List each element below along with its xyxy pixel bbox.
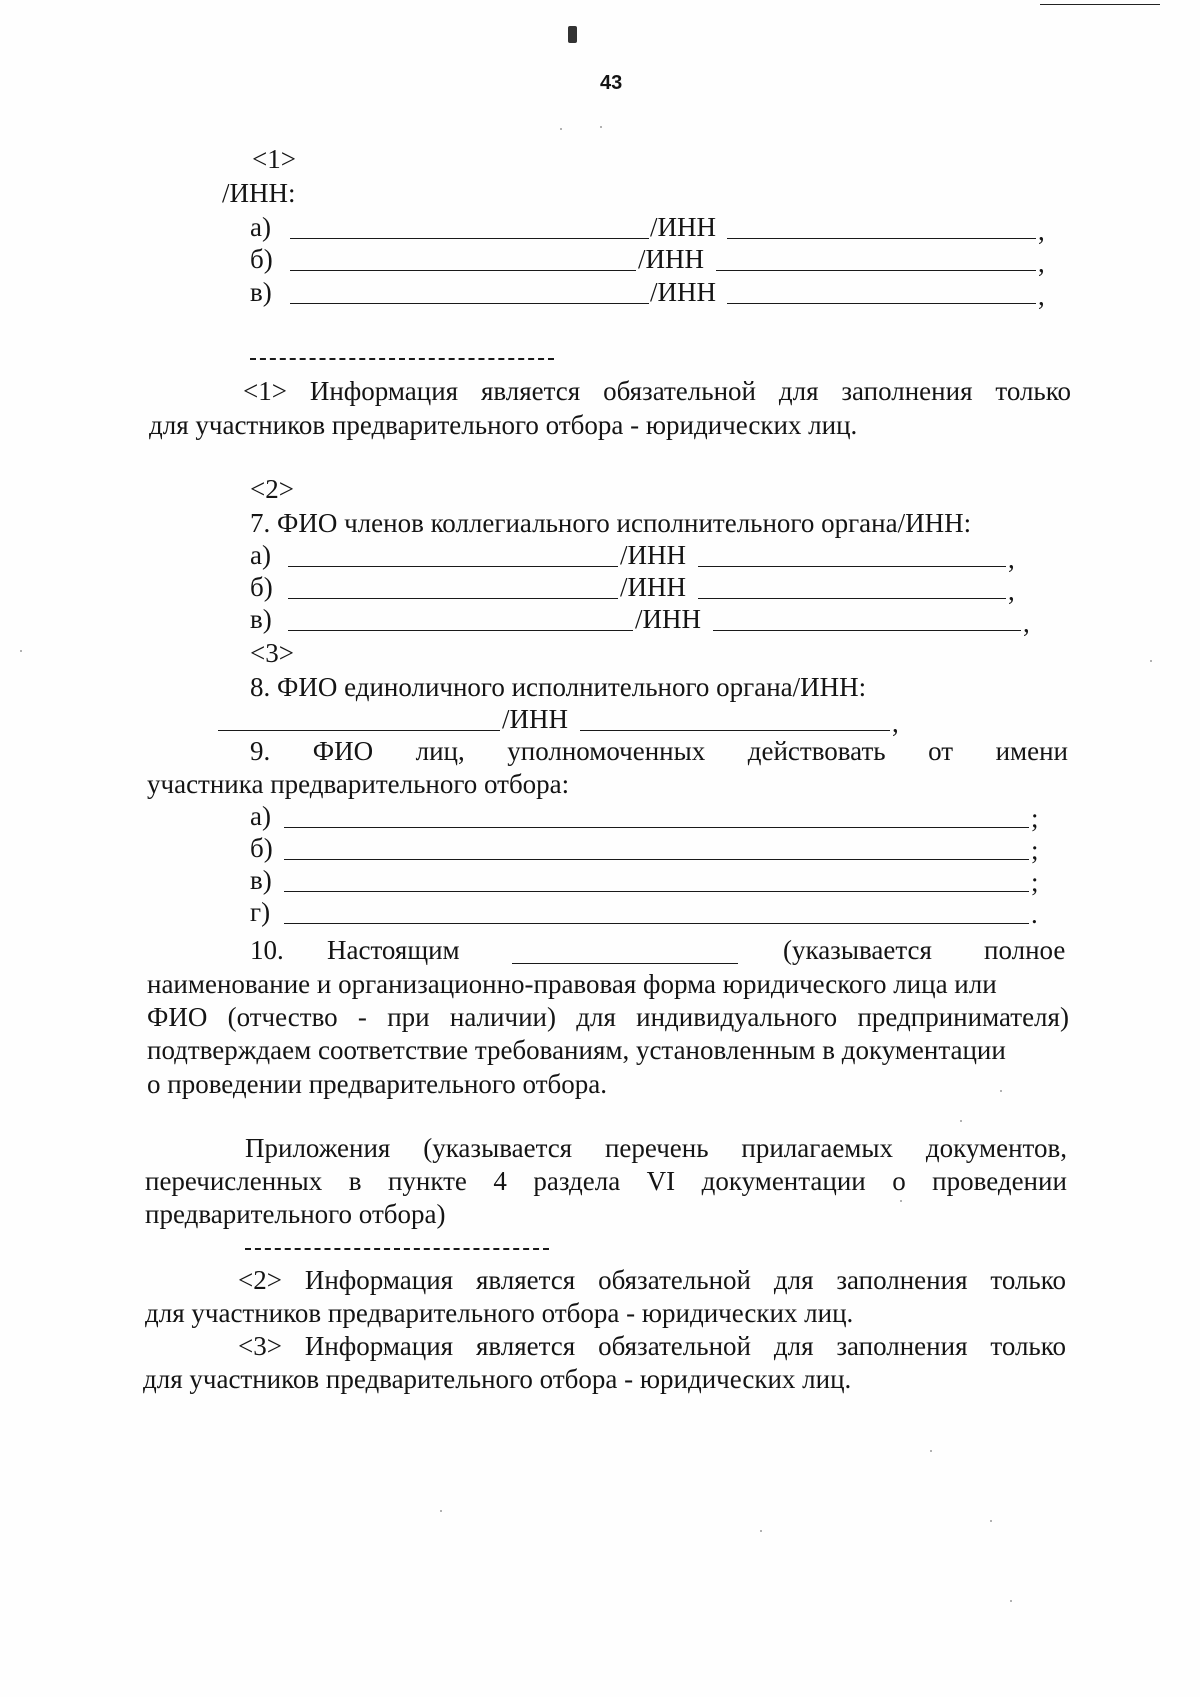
footnote-1-line2: для участников предварительного отбора - юридических лиц. <box>149 410 858 440</box>
word: в <box>348 1166 362 1196</box>
word: лиц, <box>415 736 465 766</box>
scan-mark <box>568 26 577 43</box>
footnote-3-line1 <box>238 1333 1066 1360</box>
word: только <box>990 1265 1066 1295</box>
word: Информация <box>304 1265 454 1295</box>
word: <1> <box>243 376 287 406</box>
row-letter: б) <box>250 244 273 274</box>
row-end-punct: ; <box>1031 803 1039 833</box>
word: (указывается <box>423 1133 573 1163</box>
word: обязательной <box>598 1265 751 1295</box>
word: уполномоченных <box>507 736 706 766</box>
section-9-line2: участника предварительного отбора: <box>147 769 570 799</box>
inn-label: /ИНН <box>635 604 701 634</box>
inn-label: /ИНН <box>638 244 704 274</box>
word: только <box>995 376 1071 406</box>
word: индивидуального <box>636 1002 838 1032</box>
appendix-line1 <box>245 1135 1067 1162</box>
scan-speck <box>600 126 602 128</box>
word: для <box>773 1331 814 1361</box>
row-end-punct: ; <box>1031 835 1039 865</box>
word: для <box>778 376 819 406</box>
scan-speck <box>560 128 562 130</box>
inn-blank-field[interactable] <box>727 214 1036 239</box>
footnote-marker-2: <2> <box>250 474 294 504</box>
word: только <box>990 1331 1066 1361</box>
section-9-line1 <box>250 738 1068 765</box>
inn-blank-field[interactable] <box>716 246 1036 271</box>
row-end-punct: , <box>1023 608 1030 638</box>
word: заполнения <box>841 376 973 406</box>
word: 4 <box>493 1166 507 1196</box>
row-letter: а) <box>250 801 271 831</box>
inn-label: /ИНН <box>620 572 686 602</box>
inn-label: /ИНН <box>650 277 716 307</box>
person-blank-field[interactable] <box>284 803 1029 828</box>
inn-blank-field[interactable] <box>580 706 890 731</box>
appendix-line2 <box>145 1168 1067 1195</box>
row-letter: г) <box>250 897 271 927</box>
row-end-punct: , <box>892 708 899 738</box>
person-blank-field[interactable] <box>284 899 1029 924</box>
word: является <box>475 1331 576 1361</box>
scan-speck <box>760 1530 762 1532</box>
footnote-marker-3: <3> <box>250 638 294 668</box>
inn-heading: /ИНН: <box>222 178 296 208</box>
organization-blank-field[interactable] <box>512 937 738 964</box>
appendix-line3: предварительного отбора) <box>145 1199 446 1229</box>
word: Приложения <box>245 1133 391 1163</box>
scan-speck <box>930 1450 932 1452</box>
word: перечень <box>604 1133 709 1163</box>
section-8-heading: 8. ФИО единоличного исполнительного органа/ИНН: <box>250 672 867 702</box>
section-10-line4: подтверждаем соответствие требованиям, установленным в документации <box>147 1035 1006 1065</box>
footnote-1-line1 <box>243 378 1071 405</box>
inn-blank-field[interactable] <box>713 606 1021 631</box>
word: документации <box>701 1166 866 1196</box>
word: от <box>928 736 954 766</box>
inn-blank-field[interactable] <box>698 542 1006 567</box>
word: обязательной <box>598 1331 751 1361</box>
name-blank-field[interactable] <box>290 279 649 304</box>
word: при <box>387 1002 430 1032</box>
word: <3> <box>238 1331 282 1361</box>
word: - <box>357 1002 367 1032</box>
scan-speck <box>1010 1600 1012 1602</box>
word: прилагаемых <box>741 1133 894 1163</box>
word: <2> <box>238 1265 282 1295</box>
word: VI <box>646 1166 676 1196</box>
footnote-separator <box>250 358 554 360</box>
inn-blank-field[interactable] <box>727 279 1036 304</box>
name-blank-field[interactable] <box>288 574 618 599</box>
name-blank-field[interactable] <box>218 706 500 731</box>
row-end-punct: , <box>1008 544 1015 574</box>
word: для <box>773 1265 814 1295</box>
word: обязательной <box>603 376 756 406</box>
word: 9. <box>250 736 271 766</box>
row-letter: б) <box>250 572 273 602</box>
scan-speck <box>960 1120 962 1122</box>
word: о <box>892 1166 906 1196</box>
scan-speck <box>1150 660 1152 662</box>
word: для <box>576 1002 616 1032</box>
word: Настоящим <box>327 935 460 965</box>
word: полное <box>984 935 1066 965</box>
word: является <box>480 376 581 406</box>
name-blank-field[interactable] <box>290 246 636 271</box>
scan-speck <box>20 650 22 652</box>
scan-speck <box>440 1510 442 1512</box>
word: действовать <box>747 736 886 766</box>
row-letter: а) <box>250 540 271 570</box>
word: является <box>475 1265 576 1295</box>
row-letter: в) <box>250 277 272 307</box>
word: ФИО <box>312 736 374 766</box>
row-end-punct: ; <box>1031 867 1039 897</box>
word: раздела <box>533 1166 621 1196</box>
row-end-punct: , <box>1038 281 1045 311</box>
word: наличии) <box>449 1002 556 1032</box>
word: перечисленных <box>145 1166 323 1196</box>
word: (указывается <box>783 935 932 965</box>
inn-label: /ИНН <box>620 540 686 570</box>
name-blank-field[interactable] <box>288 542 618 567</box>
section-10-line2: наименование и организационно-правовая форма юридического лица или <box>147 969 997 999</box>
row-letter: а) <box>250 212 271 242</box>
word: документов, <box>925 1133 1067 1163</box>
word: имени <box>995 736 1068 766</box>
row-end-punct: , <box>1038 216 1045 246</box>
word: заполнения <box>836 1331 968 1361</box>
person-blank-field[interactable] <box>284 835 1029 860</box>
name-blank-field[interactable] <box>288 606 633 631</box>
inn-blank-field[interactable] <box>698 574 1006 599</box>
word: ФИО <box>147 1002 208 1032</box>
word: пункте <box>387 1166 467 1196</box>
footnote-3-line2: для участников предварительного отбора - юридических лиц. <box>143 1364 852 1394</box>
word: Информация <box>304 1331 454 1361</box>
word: заполнения <box>836 1265 968 1295</box>
word: предпринимателя) <box>857 1002 1069 1032</box>
row-end-punct: , <box>1038 248 1045 278</box>
section-7-heading: 7. ФИО членов коллегиального исполнительного органа/ИНН: <box>250 508 972 538</box>
section-10-line5: о проведении предварительного отбора. <box>147 1069 607 1099</box>
person-blank-field[interactable] <box>284 867 1029 892</box>
scan-speck <box>1000 1090 1002 1092</box>
word: проведении <box>932 1166 1067 1196</box>
footnote-2-line2: для участников предварительного отбора - юридических лиц. <box>145 1298 854 1328</box>
inn-label: /ИНН <box>650 212 716 242</box>
inn-label: /ИНН <box>502 704 568 734</box>
scan-edge-line <box>1040 4 1160 5</box>
scan-speck <box>900 1200 902 1202</box>
row-letter: б) <box>250 833 273 863</box>
section-10-line3 <box>147 1004 1069 1031</box>
name-blank-field[interactable] <box>290 214 649 239</box>
footnote-2-line1 <box>238 1267 1066 1294</box>
word: (отчество <box>227 1002 338 1032</box>
footnote-separator <box>245 1248 549 1250</box>
row-letter: в) <box>250 604 272 634</box>
row-letter: в) <box>250 865 272 895</box>
row-end-punct: . <box>1031 899 1038 929</box>
row-end-punct: , <box>1008 576 1015 606</box>
scan-speck <box>990 1520 992 1522</box>
word: Информация <box>309 376 459 406</box>
page-number: 43 <box>600 72 623 94</box>
word: 10. <box>250 935 284 965</box>
footnote-marker-1: <1> <box>252 144 296 174</box>
